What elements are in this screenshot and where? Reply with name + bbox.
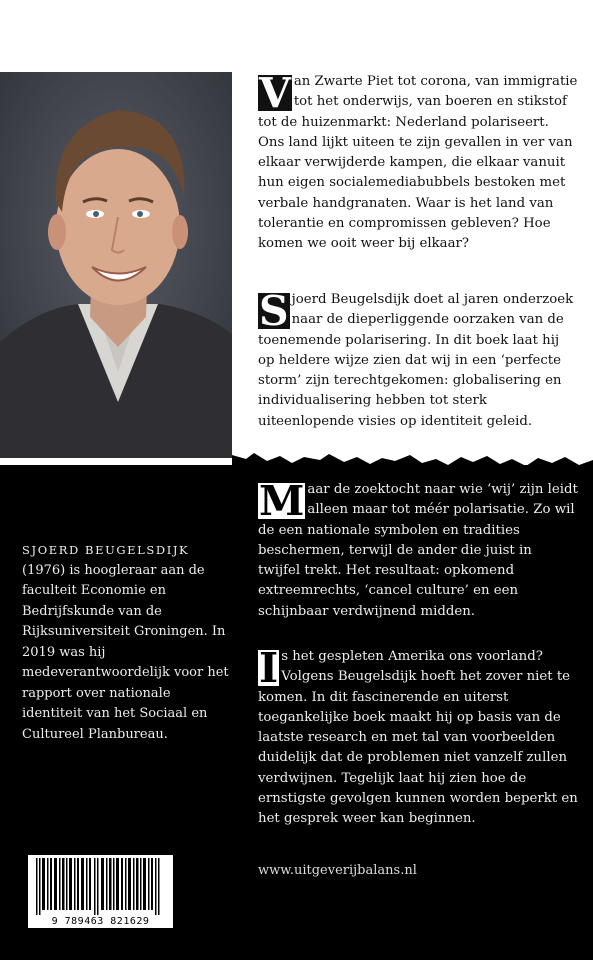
blurb-paragraph-1: [258, 69, 578, 255]
publisher-url: www.uitgeverijbalans.nl: [258, 863, 417, 878]
blurb-paragraph-2: [258, 287, 578, 432]
paragraph-text: an Zwarte Piet tot corona, van immigratie tot het onderwijs, van boeren en stikstof tot de huizenmarkt: Nederland polariseert. Ons land lijkt uiteen te zijn gevallen in ver van elkaar verwijderde kampen, die elkaar vanuit hun eigen socialemediabubbels bestoken met verbale handgranaten. Waar is het land van tolerantie en compromissen gebleven? Hoe komen we ooit weer bij elkaar?: [258, 74, 578, 252]
drop-cap: V: [259, 69, 291, 117]
blurb-paragraph-4: [258, 644, 578, 830]
white-margin: [0, 0, 232, 72]
isbn-number: 9 789463 821629: [28, 916, 173, 928]
paragraph-text: aar de zoektocht naar wie ‘wij’ zijn leidt alleen maar tot méér polarisatie. Zo wil de een nationale symbolen en tradities beschermen, terwijl de ander die juist in twijfel trekt. Het resultaat: opkomend extreemrechts, ‘cancel culture’ en een schijnbaar verdwijnend midden.: [258, 482, 578, 619]
paragraph-text: joerd Beugelsdijk doet al jaren onderzoek naar de dieperliggende oorzaken van de toenemende polarisering. In dit boek laat hij op heldere wijze zien dat wij in een ‘perfecte storm’ zijn terechtgekomen: globalisering en individualisering hebben tot sterk uiteenlopende visies op identiteit geleid.: [258, 292, 574, 429]
drop-cap: I: [259, 644, 279, 692]
paragraph-text: s het gespleten Amerika ons voorland? Volgens Beugelsdijk hoeft het zover niet te komen. In dit fascinerende en uiterst toegankelijke boek maakt hij op basis van de laatste research en met tal van voorbeelden duidelijk dat de problemen niet vanzelf zullen verdwijnen. Tegelijk laat hij zien hoe de ernstigste gevolgen kunnen worden beperkt en het gesprek weer kan beginnen.: [258, 649, 578, 827]
drop-cap: M: [259, 477, 305, 525]
isbn-barcode: [28, 855, 173, 928]
author-bio-text: (1976) is hoogleraar aan de faculteit Economie en Bedrijfskunde van de Rijksuniversiteit Groningen. In 2019 was hij medeverantwoordelijk voor het rapport over nationale identiteit van het Sociaal en Cultureel Planbureau.: [22, 562, 229, 742]
author-photo: [0, 72, 232, 458]
blurb-paragraph-3: [258, 477, 578, 622]
barcode-bars: [28, 855, 173, 915]
author-name: SJOERD BEUGELSDIJK: [22, 543, 190, 557]
drop-cap: S: [259, 287, 289, 335]
author-bio: [22, 540, 232, 745]
